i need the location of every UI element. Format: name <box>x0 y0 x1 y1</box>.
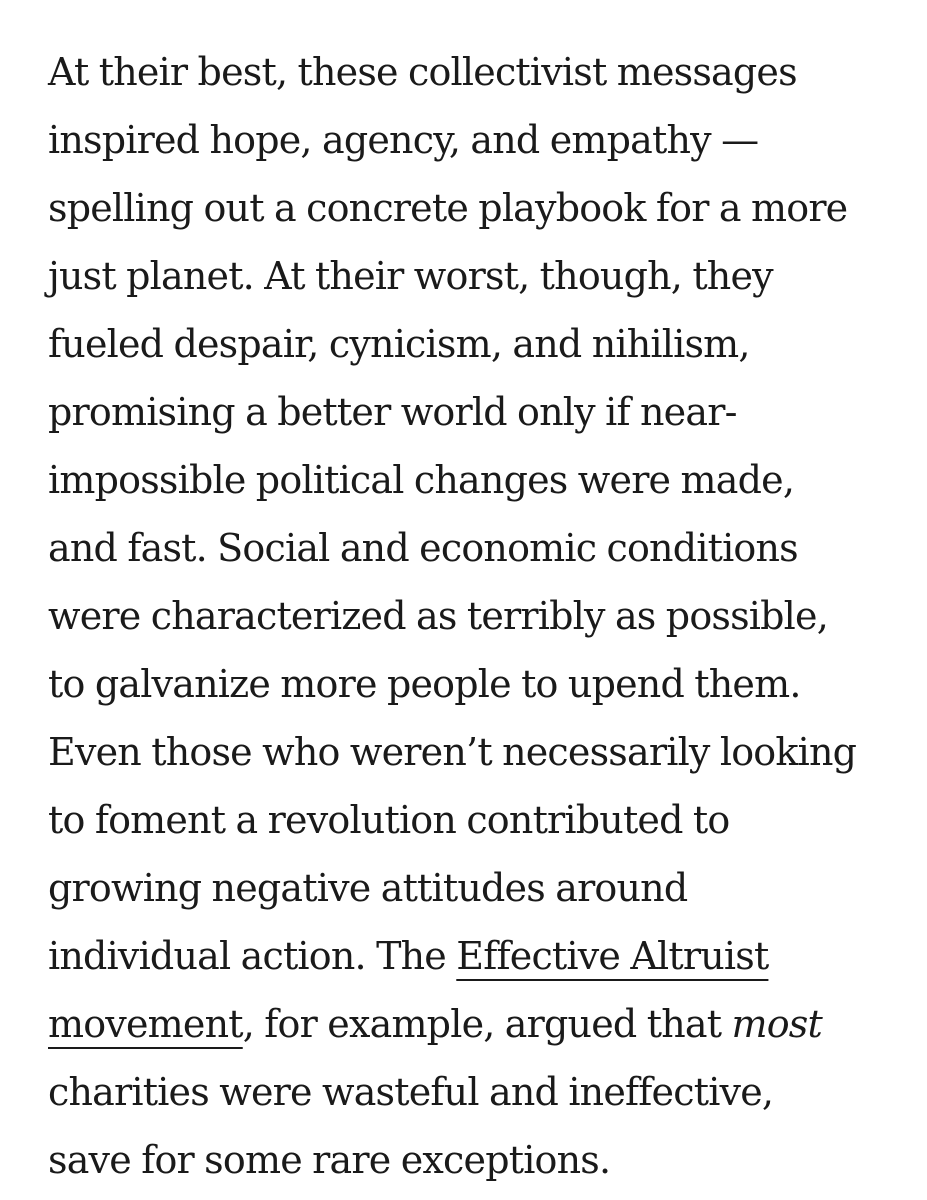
paragraph-line-11: Even those who weren’t necessarily looking <box>48 730 857 774</box>
paragraph-line-15 <box>48 990 887 1058</box>
effective-altruist-link[interactable]: Effective Altruist <box>456 934 769 978</box>
paragraph-line-14 <box>48 922 887 990</box>
paragraph-line-12: to foment a revolution contributed to <box>48 798 730 842</box>
paragraph-line-3: spelling out a concrete playbook for a more <box>48 186 848 230</box>
paragraph-line-2: inspired hope, agency, and empathy — <box>48 118 759 162</box>
paragraph-line-9: were characterized as terribly as possible, <box>48 594 828 638</box>
paragraph-line-4: just planet. At their worst, though, they <box>48 254 773 298</box>
paragraph-line-8: and fast. Social and economic conditions <box>48 526 798 570</box>
paragraph-line-17: save for some rare exceptions. <box>48 1138 611 1182</box>
paragraph-line-10: to galvanize more people to upend them. <box>48 662 801 706</box>
effective-altruist-link-continued[interactable]: movement <box>48 1002 243 1046</box>
paragraph-line-7: impossible political changes were made, <box>48 458 795 502</box>
paragraph-line-16: charities were wasteful and ineffective, <box>48 1070 774 1114</box>
emphasized-word: most <box>731 1002 822 1046</box>
paragraph-line-13: growing negative attitudes around <box>48 866 688 910</box>
line-15-text: , for example, argued that <box>242 1002 732 1046</box>
article-paragraph <box>48 38 887 1194</box>
paragraph-line-6: promising a better world only if near- <box>48 390 737 434</box>
paragraph-line-5: fueled despair, cynicism, and nihilism, <box>48 322 750 366</box>
line-14-text: individual action. The <box>48 934 457 978</box>
paragraph-line-1: At their best, these collectivist messages <box>48 50 797 94</box>
